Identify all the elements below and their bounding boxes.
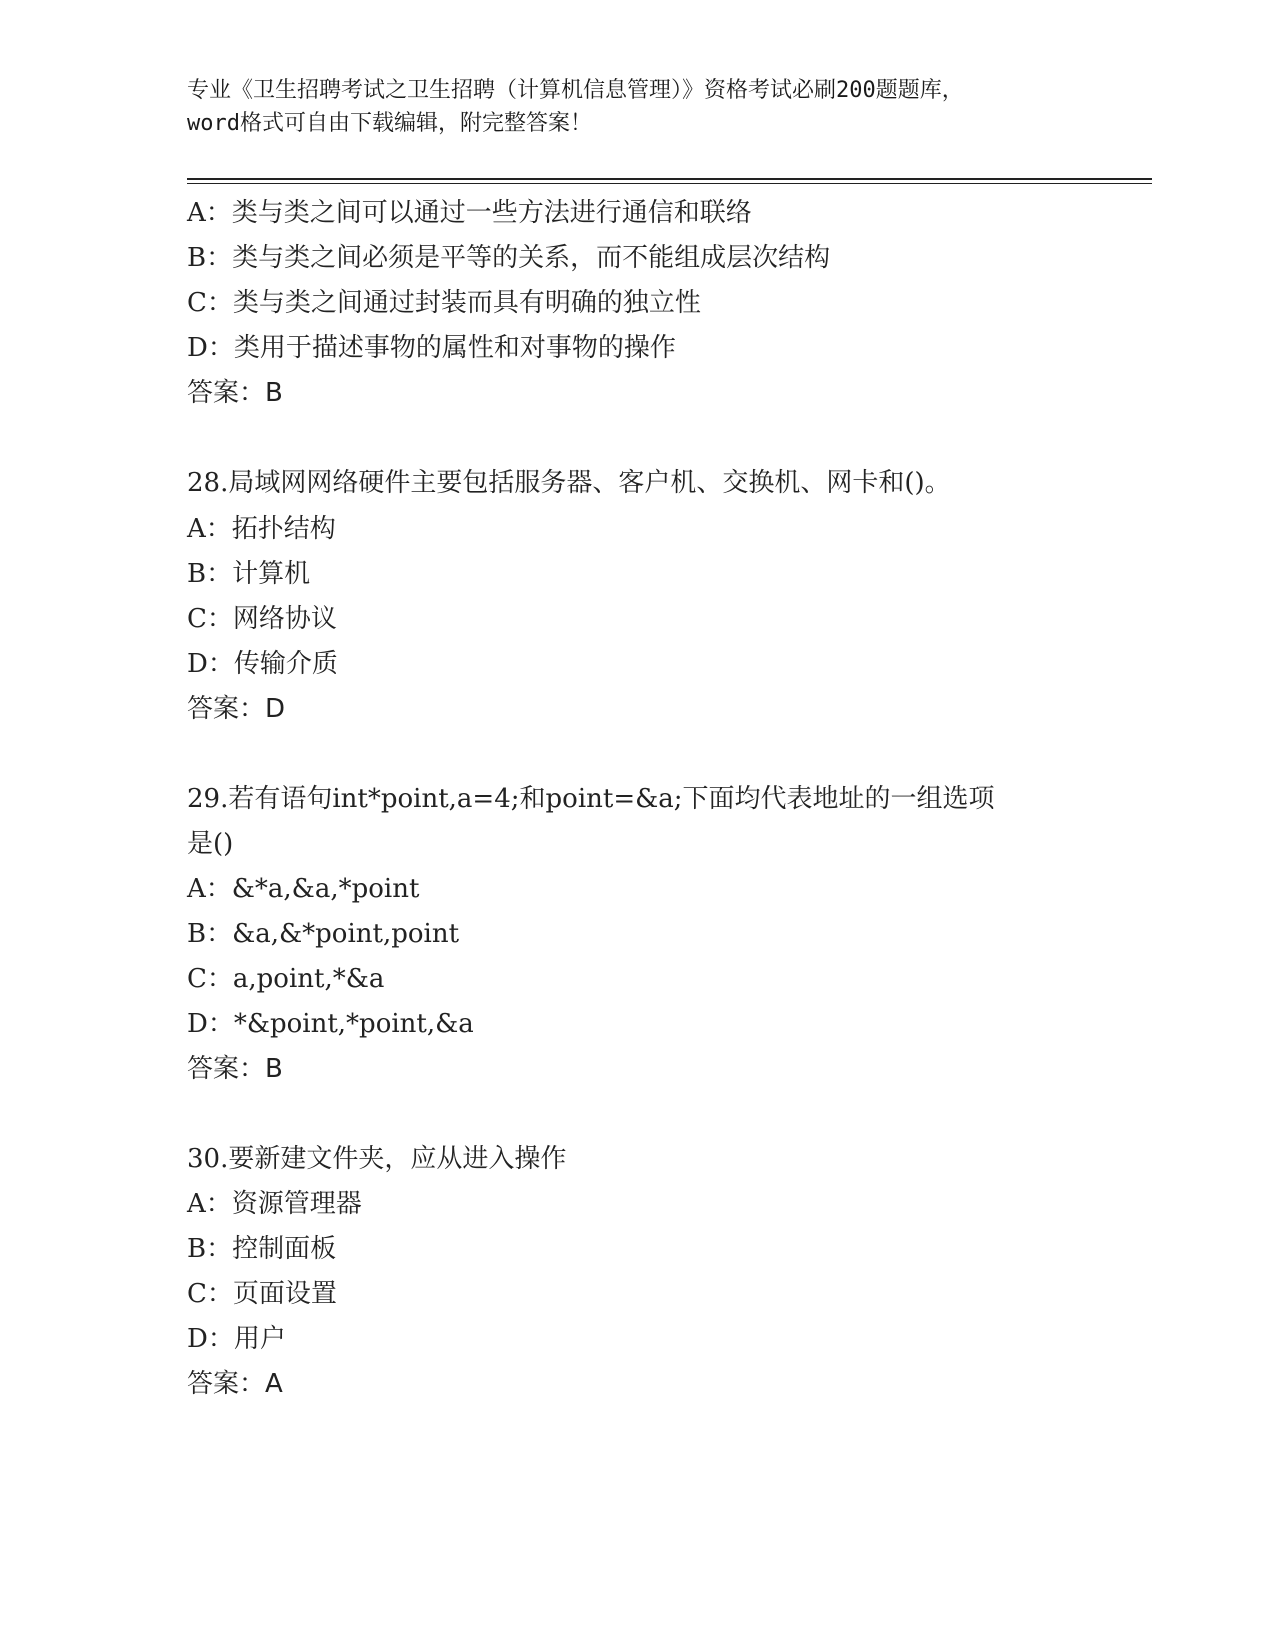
q28-option-a: A：拓扑结构 — [187, 514, 336, 544]
q28-option-b: B：计算机 — [187, 559, 311, 589]
q27-answer: 答案：B — [187, 378, 283, 408]
q30-option-a: A：资源管理器 — [187, 1189, 362, 1219]
q30-option-d: D：用户 — [187, 1324, 286, 1354]
header-line-2: word格式可自由下载编辑，附完整答案！ — [187, 111, 592, 136]
header-divider-thick — [187, 178, 1152, 180]
q29-option-d: D：*&point,*point,&a — [187, 1009, 474, 1039]
header-line-1: 专业《卫生招聘考试之卫生招聘（计算机信息管理）》资格考试必刷200题题库， — [187, 78, 964, 103]
header-divider-thin — [187, 183, 1152, 184]
q30-option-b: B：控制面板 — [187, 1234, 337, 1264]
q30-option-c: C：页面设置 — [187, 1279, 337, 1309]
q29-option-c: C：a,point,*&a — [187, 964, 385, 994]
q30-answer: 答案：A — [187, 1369, 283, 1399]
q27-option-d: D：类用于描述事物的属性和对事物的操作 — [187, 333, 676, 363]
q28-answer: 答案：D — [187, 694, 286, 724]
q29-question-line-1: 29.若有语句int*point,a=4;和point=&a;下面均代表地址的一组选项 — [187, 784, 995, 814]
q28-option-c: C：网络协议 — [187, 604, 337, 634]
q29-question-line-2: 是() — [187, 829, 234, 859]
document-header — [187, 74, 1087, 140]
q27-option-b: B：类与类之间必须是平等的关系，而不能组成层次结构 — [187, 243, 831, 273]
q28-option-d: D：传输介质 — [187, 649, 338, 679]
q27-option-c: C：类与类之间通过封装而具有明确的独立性 — [187, 288, 701, 318]
q29-answer: 答案：B — [187, 1054, 283, 1084]
q29-option-a: A：&*a,&a,*point — [187, 874, 420, 904]
q28-question: 28.局域网网络硬件主要包括服务器、客户机、交换机、网卡和()。 — [187, 468, 951, 498]
q27-option-a: A：类与类之间可以通过一些方法进行通信和联络 — [187, 198, 752, 228]
q30-question: 30.要新建文件夹，应从进入操作 — [187, 1144, 567, 1174]
q29-option-b: B：&a,&*point,point — [187, 919, 460, 949]
